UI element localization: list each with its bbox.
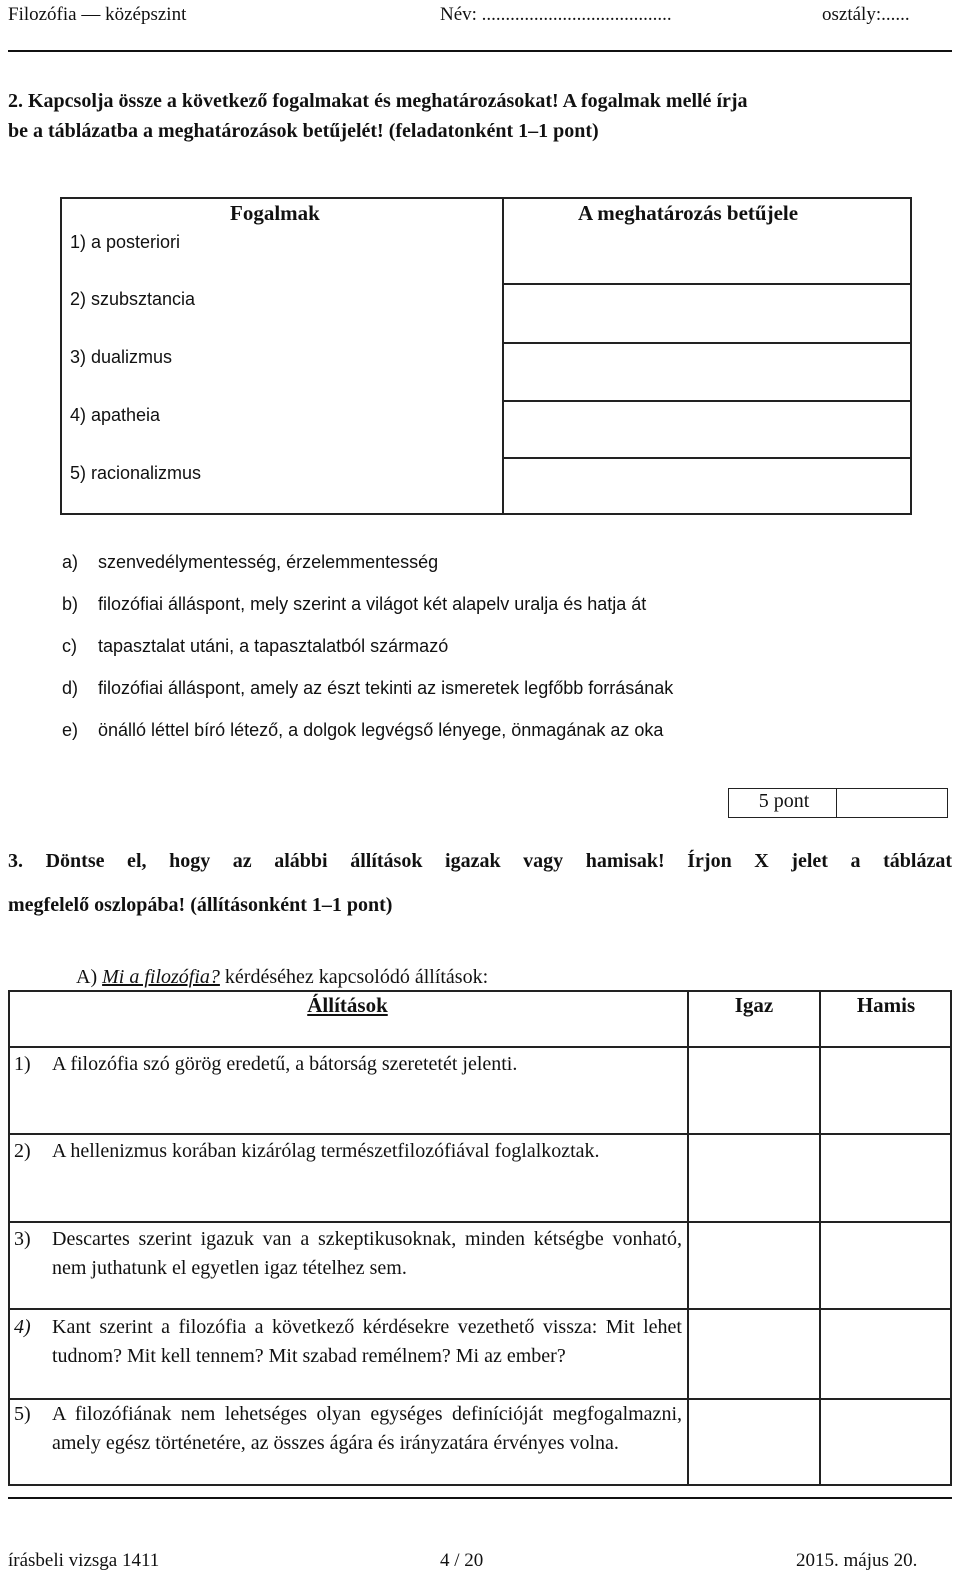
task3-title-line2: megfelelő oszlopába! (állításonként 1–1 pont) — [8, 894, 393, 916]
task3-title — [8, 846, 952, 920]
section-a-prefix: A) — [76, 966, 98, 988]
concepts-header: Fogalmak — [230, 201, 320, 225]
header-name-field: Név: ........................................ — [440, 4, 672, 25]
letters-header: A meghatározás betűjele — [578, 201, 799, 225]
letter-input-5[interactable] — [504, 459, 910, 513]
false-cell-2[interactable] — [821, 1135, 950, 1220]
statement-row — [14, 1225, 682, 1283]
false-cell-1[interactable] — [821, 1048, 950, 1132]
statement-text: Descartes szerint igazuk van a szkeptikusoknak, minden kétségbe vonható, nem juthatunk el egyetlen igaz tételhez sem. — [52, 1228, 682, 1279]
concept-item: 3) dualizmus — [70, 347, 173, 367]
concept-item: 1) a posteriori — [70, 232, 181, 252]
task2-title-line2: be a táblázatba a meghatározások betűjelét! (feladatonként 1–1 pont) — [8, 120, 599, 142]
statement-row — [14, 1313, 682, 1371]
points-box-divider — [836, 788, 837, 818]
definition-letter: e) — [62, 720, 79, 740]
definition-item — [62, 636, 448, 657]
true-cell-4[interactable] — [689, 1310, 818, 1397]
true-cell-1[interactable] — [689, 1048, 818, 1132]
footer-exam: írásbeli vizsga 1411 — [8, 1550, 160, 1571]
header-subject: Filozófia — középszint — [8, 4, 187, 25]
concept-item: 4) apatheia — [70, 405, 161, 425]
definition-letter: c) — [62, 636, 77, 656]
false-cell-5[interactable] — [821, 1400, 950, 1484]
concept-item: 5) racionalizmus — [70, 463, 202, 483]
definition-text: filozófiai álláspont, amely az észt tekinti az ismeretek legfőbb forrásának — [98, 678, 674, 698]
letter-input-2[interactable] — [504, 285, 910, 341]
statement-text: Kant szerint a filozófia a következő kérdésekre vezethető vissza: Mit lehet tudnom? Mit kell tennem? Mit szabad remélnem? Mi az ember? — [52, 1316, 682, 1367]
definition-text: tapasztalat utáni, a tapasztalatból származó — [98, 636, 449, 656]
footer-date: 2015. május 20. — [796, 1550, 918, 1571]
definition-item — [62, 594, 646, 615]
statement-row — [14, 1050, 682, 1079]
task2-title — [8, 86, 952, 146]
statement-number: 2) — [14, 1140, 31, 1162]
false-cell-4[interactable] — [821, 1310, 950, 1397]
section-a-suffix: kérdéséhez kapcsolódó állítások: — [219, 966, 489, 988]
statement-text: A filozófiának nem lehetséges olyan egységes definícióját megfogalmazni, amely egész történetére, az összes ágára és irányzatára érvényes volna. — [52, 1403, 682, 1454]
definition-item — [62, 678, 673, 699]
definition-letter: a) — [62, 552, 79, 572]
definition-item — [62, 720, 663, 741]
task2-title-line1: 2. Kapcsolja össze a következő fogalmakat és meghatározásokat! A fogalmak mellé írja — [8, 90, 748, 112]
statement-number: 4) — [14, 1316, 31, 1338]
letter-input-4[interactable] — [504, 402, 910, 456]
true-header: Igaz — [734, 993, 774, 1017]
true-cell-3[interactable] — [689, 1223, 818, 1307]
false-cell-3[interactable] — [821, 1223, 950, 1307]
true-cell-5[interactable] — [689, 1400, 818, 1484]
definition-letter: d) — [62, 678, 79, 698]
statement-number: 3) — [14, 1228, 31, 1250]
statement-row — [14, 1137, 682, 1166]
statement-text: A filozófia szó görög eredetű, a bátorság szeretetét jelenti. — [52, 1053, 518, 1075]
statement-text: A hellenizmus korában kizárólag természetfilozófiával foglalkoztak. — [52, 1140, 600, 1162]
section-a-question: Mi a filozófia? — [102, 966, 220, 988]
definition-text: szenvedélymentesség, érzelemmentesség — [98, 552, 439, 572]
footer-page-number: 4 / 20 — [440, 1550, 484, 1571]
statements-header: Állítások — [307, 993, 388, 1017]
header-class-field: osztály:...... — [822, 4, 910, 25]
statement-row — [14, 1400, 682, 1458]
definition-letter: b) — [62, 594, 79, 614]
definition-text: önálló léttel bíró létező, a dolgok legvégső lényege, önmagának az oka — [98, 720, 664, 740]
statement-number: 5) — [14, 1403, 31, 1425]
concept-item: 2) szubsztancia — [70, 289, 196, 309]
true-cell-2[interactable] — [689, 1135, 818, 1220]
points-input[interactable] — [838, 789, 946, 817]
letter-input-1[interactable] — [504, 230, 910, 282]
definition-text: filozófiai álláspont, mely szerint a világot két alapelv uralja és hatja át — [98, 594, 647, 614]
section-a-heading — [76, 966, 488, 989]
definition-item — [62, 552, 438, 573]
statement-number: 1) — [14, 1053, 31, 1075]
footer-rule — [8, 1497, 952, 1499]
letter-input-3[interactable] — [504, 344, 910, 399]
false-header: Hamis — [856, 993, 916, 1017]
points-label: 5 pont — [758, 790, 810, 812]
header-rule — [8, 50, 952, 52]
task3-title-line1: 3. Döntse el, hogy az alábbi állítások igazak vagy hamisak! Írjon X jelet a táblázat — [8, 850, 952, 872]
